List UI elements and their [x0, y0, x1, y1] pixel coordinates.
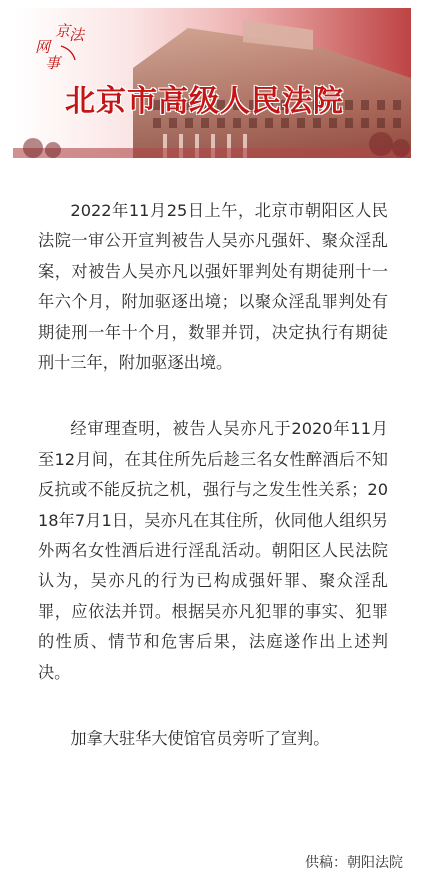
paragraph-verdict: 2022年11月25日上午，北京市朝阳区人民法院一审公开宣判被告人吴亦凡强奸、聚众淫乱案，对被告人吴亦凡以强奸罪判处有期徒刑十一年六个月，附加驱逐出境；以聚众淫乱罪判处有期徒刑一年十个月，数罪并罚，决定执行有期徒刑十三年，附加驱逐出境。 — [38, 201, 388, 373]
paragraph-attendance: 加拿大驻华大使馆官员旁听了宣判。 — [70, 729, 330, 749]
article-body — [38, 196, 388, 791]
svg-text:网: 网 — [35, 38, 51, 56]
source-credit: 供稿：朝阳法院 — [305, 855, 403, 871]
court-name-title: 北京市高级人民法院 — [65, 84, 344, 119]
svg-text:事: 事 — [45, 54, 61, 72]
paragraph-facts: 经审理查明，被告人吴亦凡于2020年11月至12月间，在其住所先后趁三名女性醉酒后不知反抗或不能反抗之机，强行与之发生性关系；2018年7月1日，吴亦凡在其住所，伙同他人组织另外两名女性酒后进行淫乱活动。朝阳区人民法院认为，吴亦凡的行为已构成强奸罪、聚众淫乱罪，应依法并罚。根据吴亦凡犯罪的事实、犯罪的性质、情节和危害后果，法庭遂作出上述判决。 — [38, 419, 388, 682]
svg-text:京: 京 — [55, 22, 71, 40]
header-banner — [13, 8, 411, 158]
logo-seal — [31, 18, 87, 74]
svg-text:法: 法 — [69, 26, 85, 44]
